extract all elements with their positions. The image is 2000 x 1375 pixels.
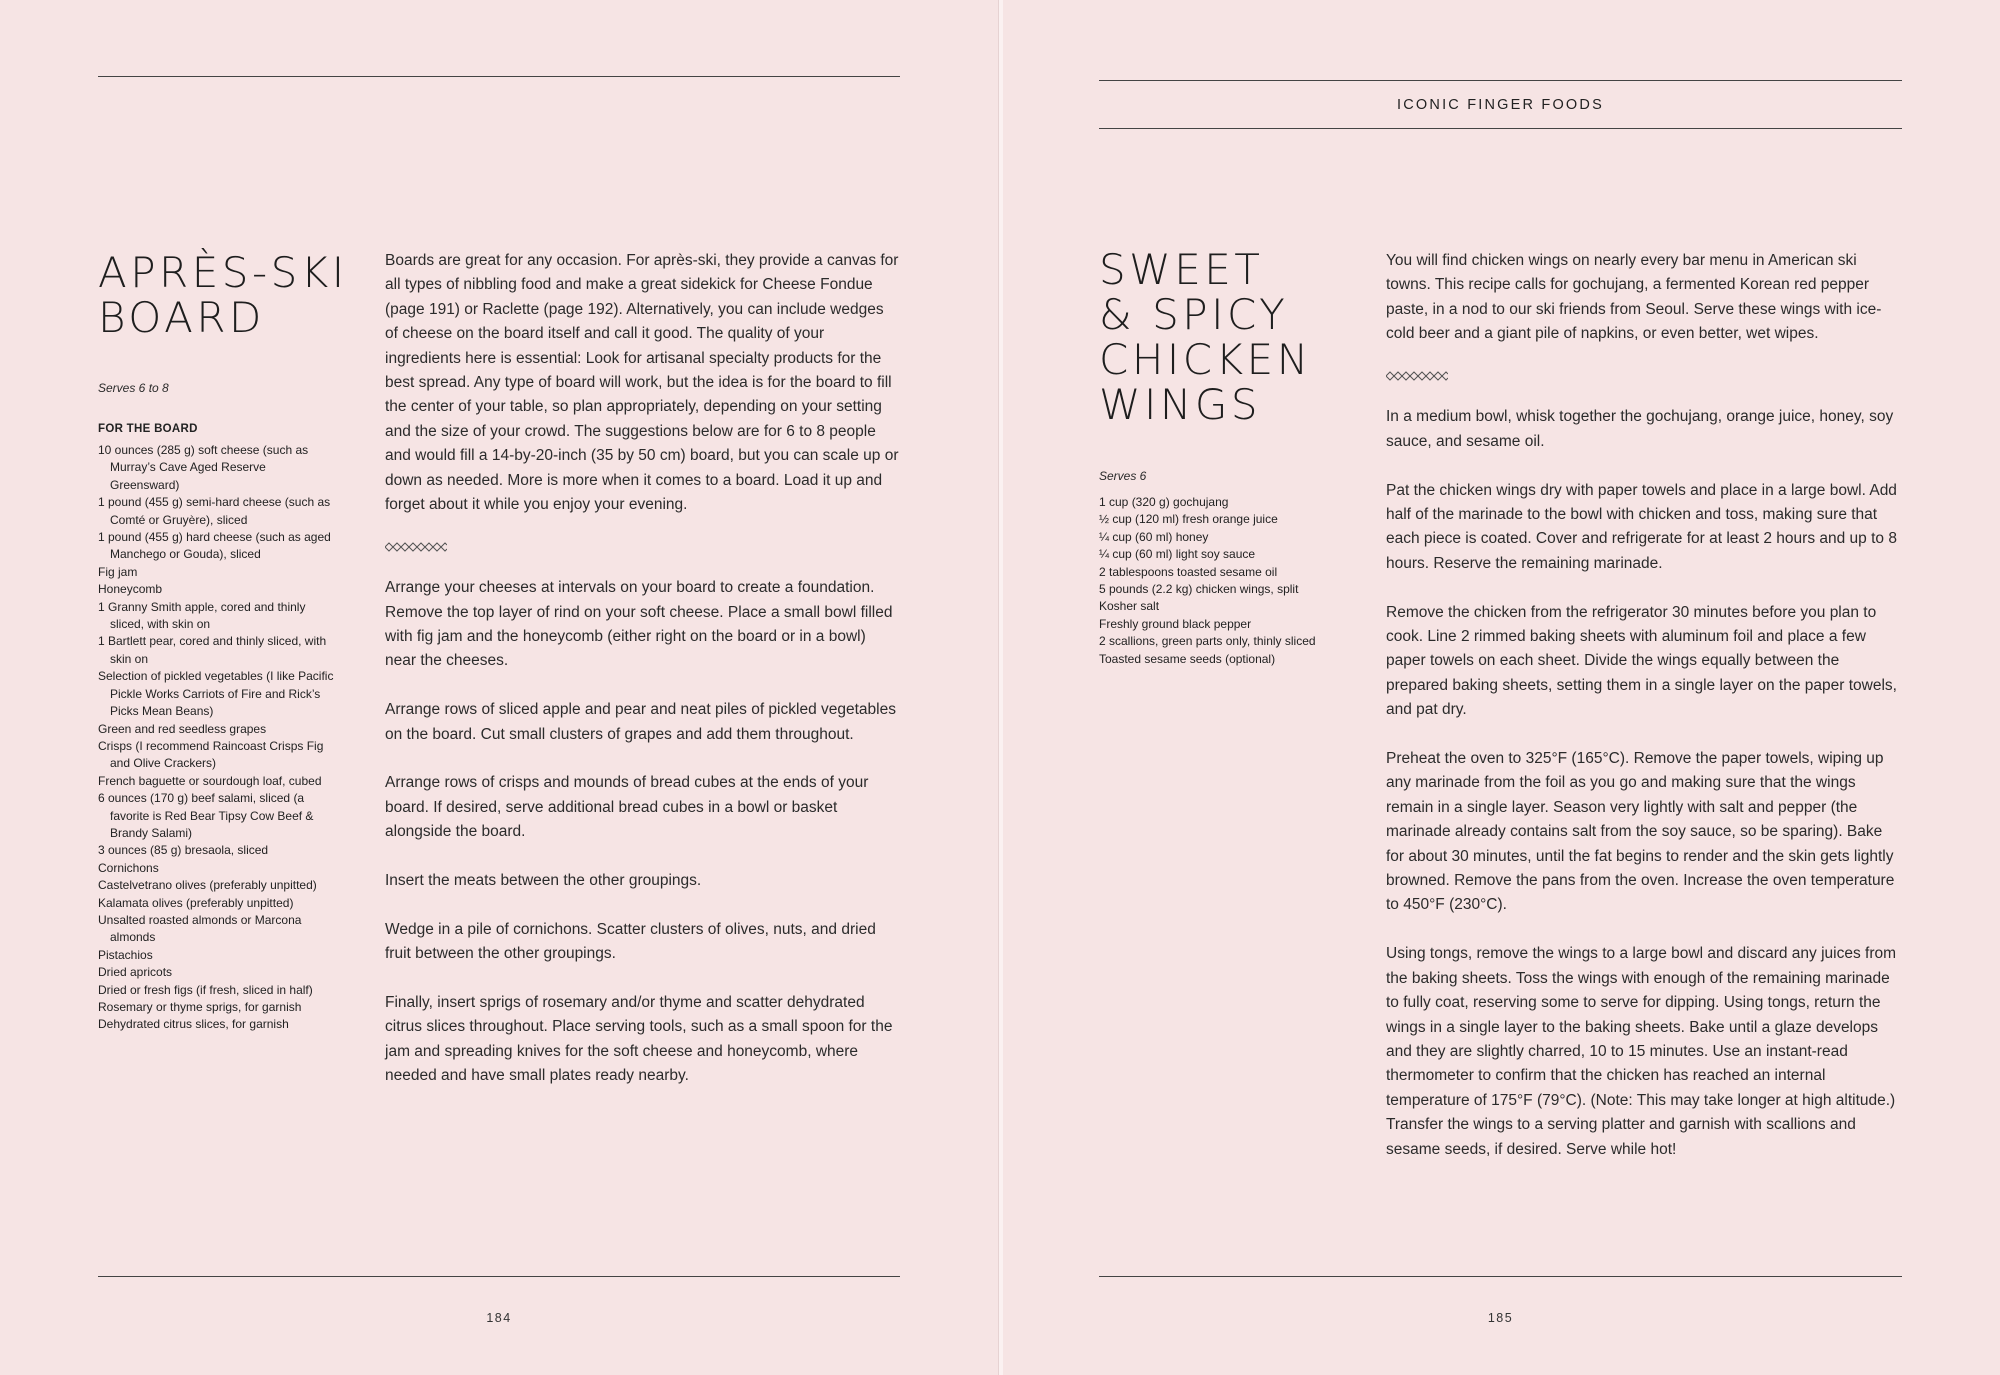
ingredient-item: ½ cup (120 ml) fresh orange juice [1099, 512, 1278, 527]
bottom-rule [1099, 1276, 1902, 1277]
title-line: & SPICY [1099, 290, 1289, 339]
ingredient-item: Selection of pickled vegetables (I like Pacific Pickle Works Carriots of Fire and Rick’s Picks Mean Beans) [98, 669, 334, 719]
ingredient-item: French baguette or sourdough loaf, cubed [98, 773, 322, 788]
header-rule [1099, 128, 1902, 129]
top-rule [98, 76, 900, 77]
diamond-divider-icon [1386, 371, 1902, 381]
page-number: 185 [1487, 1311, 1514, 1325]
method-step: Arrange your cheeses at intervals on your board to create a foundation. Remove the top layer of rind on your soft cheese. Place a small bowl filled with fig jam and the honeycomb (either right on the board or in a bowl) near the cheeses. [385, 579, 893, 670]
method-step: Insert the meats between the other groupings. [385, 872, 702, 890]
ingredient-item: 1 Bartlett pear, cored and thinly sliced, with skin on [98, 634, 327, 666]
method-step: Arrange rows of sliced apple and pear and neat piles of pickled vegetables on the board. Cut small clusters of grapes and add them throughout. [385, 701, 896, 743]
bottom-rule [98, 1276, 900, 1277]
ingredient-item: Dried apricots [98, 965, 173, 980]
ingredient-item: Freshly ground black pepper [1099, 616, 1252, 631]
ingredient-item: 10 ounces (285 g) soft cheese (such as Murray’s Cave Aged Reserve Greensward) [98, 443, 309, 492]
title-line: SWEET [1099, 245, 1264, 294]
intro-paragraph: You will find chicken wings on nearly every bar menu in American ski towns. This recipe calls for gochujang, a fermented Korean red pepper paste, in a nod to our ski friends from Seoul. Serve these wings with ice-cold beer and a giant pile of napkins, or even better, wet wipes. [1386, 252, 1882, 343]
title-line: APRÈS-SKI [98, 248, 348, 297]
ingredient-item: Green and red seedless grapes [98, 721, 267, 736]
ingredient-item: Fig jam [98, 564, 138, 579]
method-column [1386, 249, 1902, 1186]
method-step: Using tongs, remove the wings to a large bowl and discard any juices from the baking sheets. Toss the wings with enough of the remaining marinade to fully coat, reserving some to serve for dipping. Using tongs, return the wings in a single layer to the baking sheets. Bake until a glaze develops and they are slightly charred, 10 to 15 minutes. Use an instant-read thermometer to confirm that the chicken has reached an internal temperature of 175°F (79°C). (Note: This may take longer at high altitude.) Transfer the wings to a serving platter and garnish with scallions and sesame seeds, if desired. Serve while hot! [1386, 945, 1897, 1158]
method-step: Pat the chicken wings dry with paper towels and place in a large bowl. Add half of the marinade to the bowl with chicken and toss, making sure that each piece is coated. Cover and refrigerate for at least 2 hours and up to 8 hours. Reserve the remaining marinade. [1386, 481, 1897, 572]
ingredient-item: 1 pound (455 g) semi-hard cheese (such as Comté or Gruyère), sliced [98, 495, 331, 527]
serves-label: Serves 6 to 8 [98, 381, 169, 395]
serves-label: Serves 6 [1099, 469, 1147, 483]
ingredient-item: 5 pounds (2.2 kg) chicken wings, split [1099, 582, 1299, 597]
book-gutter [998, 0, 1003, 1375]
method-step: In a medium bowl, whisk together the gochujang, orange juice, honey, soy sauce, and sesame oil. [1386, 408, 1894, 450]
running-head: ICONIC FINGER FOODS [1397, 97, 1604, 113]
ingredient-item: Pistachios [98, 947, 153, 962]
ingredients-list [1099, 494, 1335, 668]
ingredient-item: Dried or fresh figs (if fresh, sliced in half) [98, 982, 313, 997]
method-step: Finally, insert sprigs of rosemary and/or thyme and scatter dehydrated citrus slices throughout. Place serving tools, such as a small spoon for the jam and spreading knives for the soft cheese and honeycomb, where needed and have small plates ready nearby. [385, 994, 893, 1085]
diamond-divider-icon [385, 542, 900, 552]
ingredient-item: 1 Granny Smith apple, cored and thinly sliced, with skin on [98, 599, 306, 632]
top-rule [1099, 80, 1902, 81]
ingredient-item: ¼ cup (60 ml) light soy sauce [1099, 547, 1256, 562]
title-line: CHICKEN [1099, 335, 1312, 384]
ingredient-item: 2 tablespoons toasted sesame oil [1099, 564, 1278, 579]
ingredient-item: 6 ounces (170 g) beef salami, sliced (a favorite is Red Bear Tipsy Cow Beef & Brandy Salami) [98, 791, 314, 840]
ingredient-item: Honeycomb [98, 582, 163, 597]
ingredient-item: ¼ cup (60 ml) honey [1099, 529, 1209, 544]
ingredient-item: 1 pound (455 g) hard cheese (such as aged Manchego or Gouda), sliced [98, 530, 331, 562]
ingredient-item: Dehydrated citrus slices, for garnish [98, 1017, 289, 1032]
title-line: BOARD [98, 293, 265, 342]
ingredient-item: Castelvetrano olives (preferably unpitted) [98, 878, 317, 893]
ingredient-item: Kosher salt [1099, 599, 1160, 614]
ingredient-item: Unsalted roasted almonds or Marcona almonds [98, 912, 302, 945]
right-page [1099, 0, 1902, 1375]
ingredients-list [98, 442, 334, 1034]
method-step: Wedge in a pile of cornichons. Scatter clusters of olives, nuts, and dried fruit between the other groupings. [385, 920, 876, 963]
ingredient-item: Rosemary or thyme sprigs, for garnish [98, 1000, 302, 1014]
ingredient-item: Crisps (I recommend Raincoast Crisps Fig and Olive Crackers) [98, 738, 324, 771]
method-step: Remove the chicken from the refrigerator 30 minutes before you plan to cook. Line 2 rimmed baking sheets with aluminum foil and place a few paper towels on each sheet. Divide the wings equally between the prepared baking sheets, setting them in a single layer on the paper towels, and pat dry. [1386, 603, 1897, 719]
recipe-title [98, 250, 368, 340]
recipe-title [1099, 247, 1369, 427]
method-step: Arrange rows of crisps and mounds of bread cubes at the ends of your board. If desired, serve additional bread cubes in a bowl or basket alongside the board. [385, 774, 869, 841]
title-line: WINGS [1099, 380, 1262, 429]
intro-paragraph: Boards are great for any occasion. For après-ski, they provide a canvas for all types of nibbling food and make a great sidekick for Cheese Fondue (page 191) or Raclette (page 192). Alternatively, you can include wedges of cheese on the board itself and call it good. The quality of your ingredients here is essential: Look for artisanal specialty products for the best spread. Any type of board will work, but the idea is for the board to fill the center of your table, so plan appropriately, depending on your setting and the size of your crowd. The suggestions below are for 6 to 8 people and would fill a 14-by-20-inch (35 by 50 cm) board, but you can scale up or down as needed. More is more when it comes to a board. Load it up and forget about it while you enjoy your evening. [385, 252, 899, 514]
page-number: 184 [486, 1311, 512, 1325]
left-page [98, 0, 900, 1375]
ingredients-heading: FOR THE BOARD [98, 423, 198, 435]
ingredient-item: Kalamata olives (preferably unpitted) [98, 895, 294, 910]
method-step: Preheat the oven to 325°F (165°C). Remove the paper towels, wiping up any marinade from the foil as you go and making sure that the wings remain in a single layer. Season very lightly with salt and pepper (the marinade already contains salt from the soy sauce, so be sparing). Bake for about 30 minutes, until the fat begins to render and the skin gets lightly browned. Remove the pans from the oven. Increase the oven temperature to 450°F (230°C). [1386, 750, 1895, 914]
ingredient-item: 1 cup (320 g) gochujang [1099, 495, 1229, 509]
ingredient-item: 2 scallions, green parts only, thinly sliced [1099, 634, 1316, 649]
ingredient-item: 3 ounces (85 g) bresaola, sliced [98, 843, 269, 858]
method-column [385, 249, 900, 1113]
ingredient-item: Cornichons [98, 860, 159, 875]
ingredient-item: Toasted sesame seeds (optional) [1099, 651, 1276, 666]
